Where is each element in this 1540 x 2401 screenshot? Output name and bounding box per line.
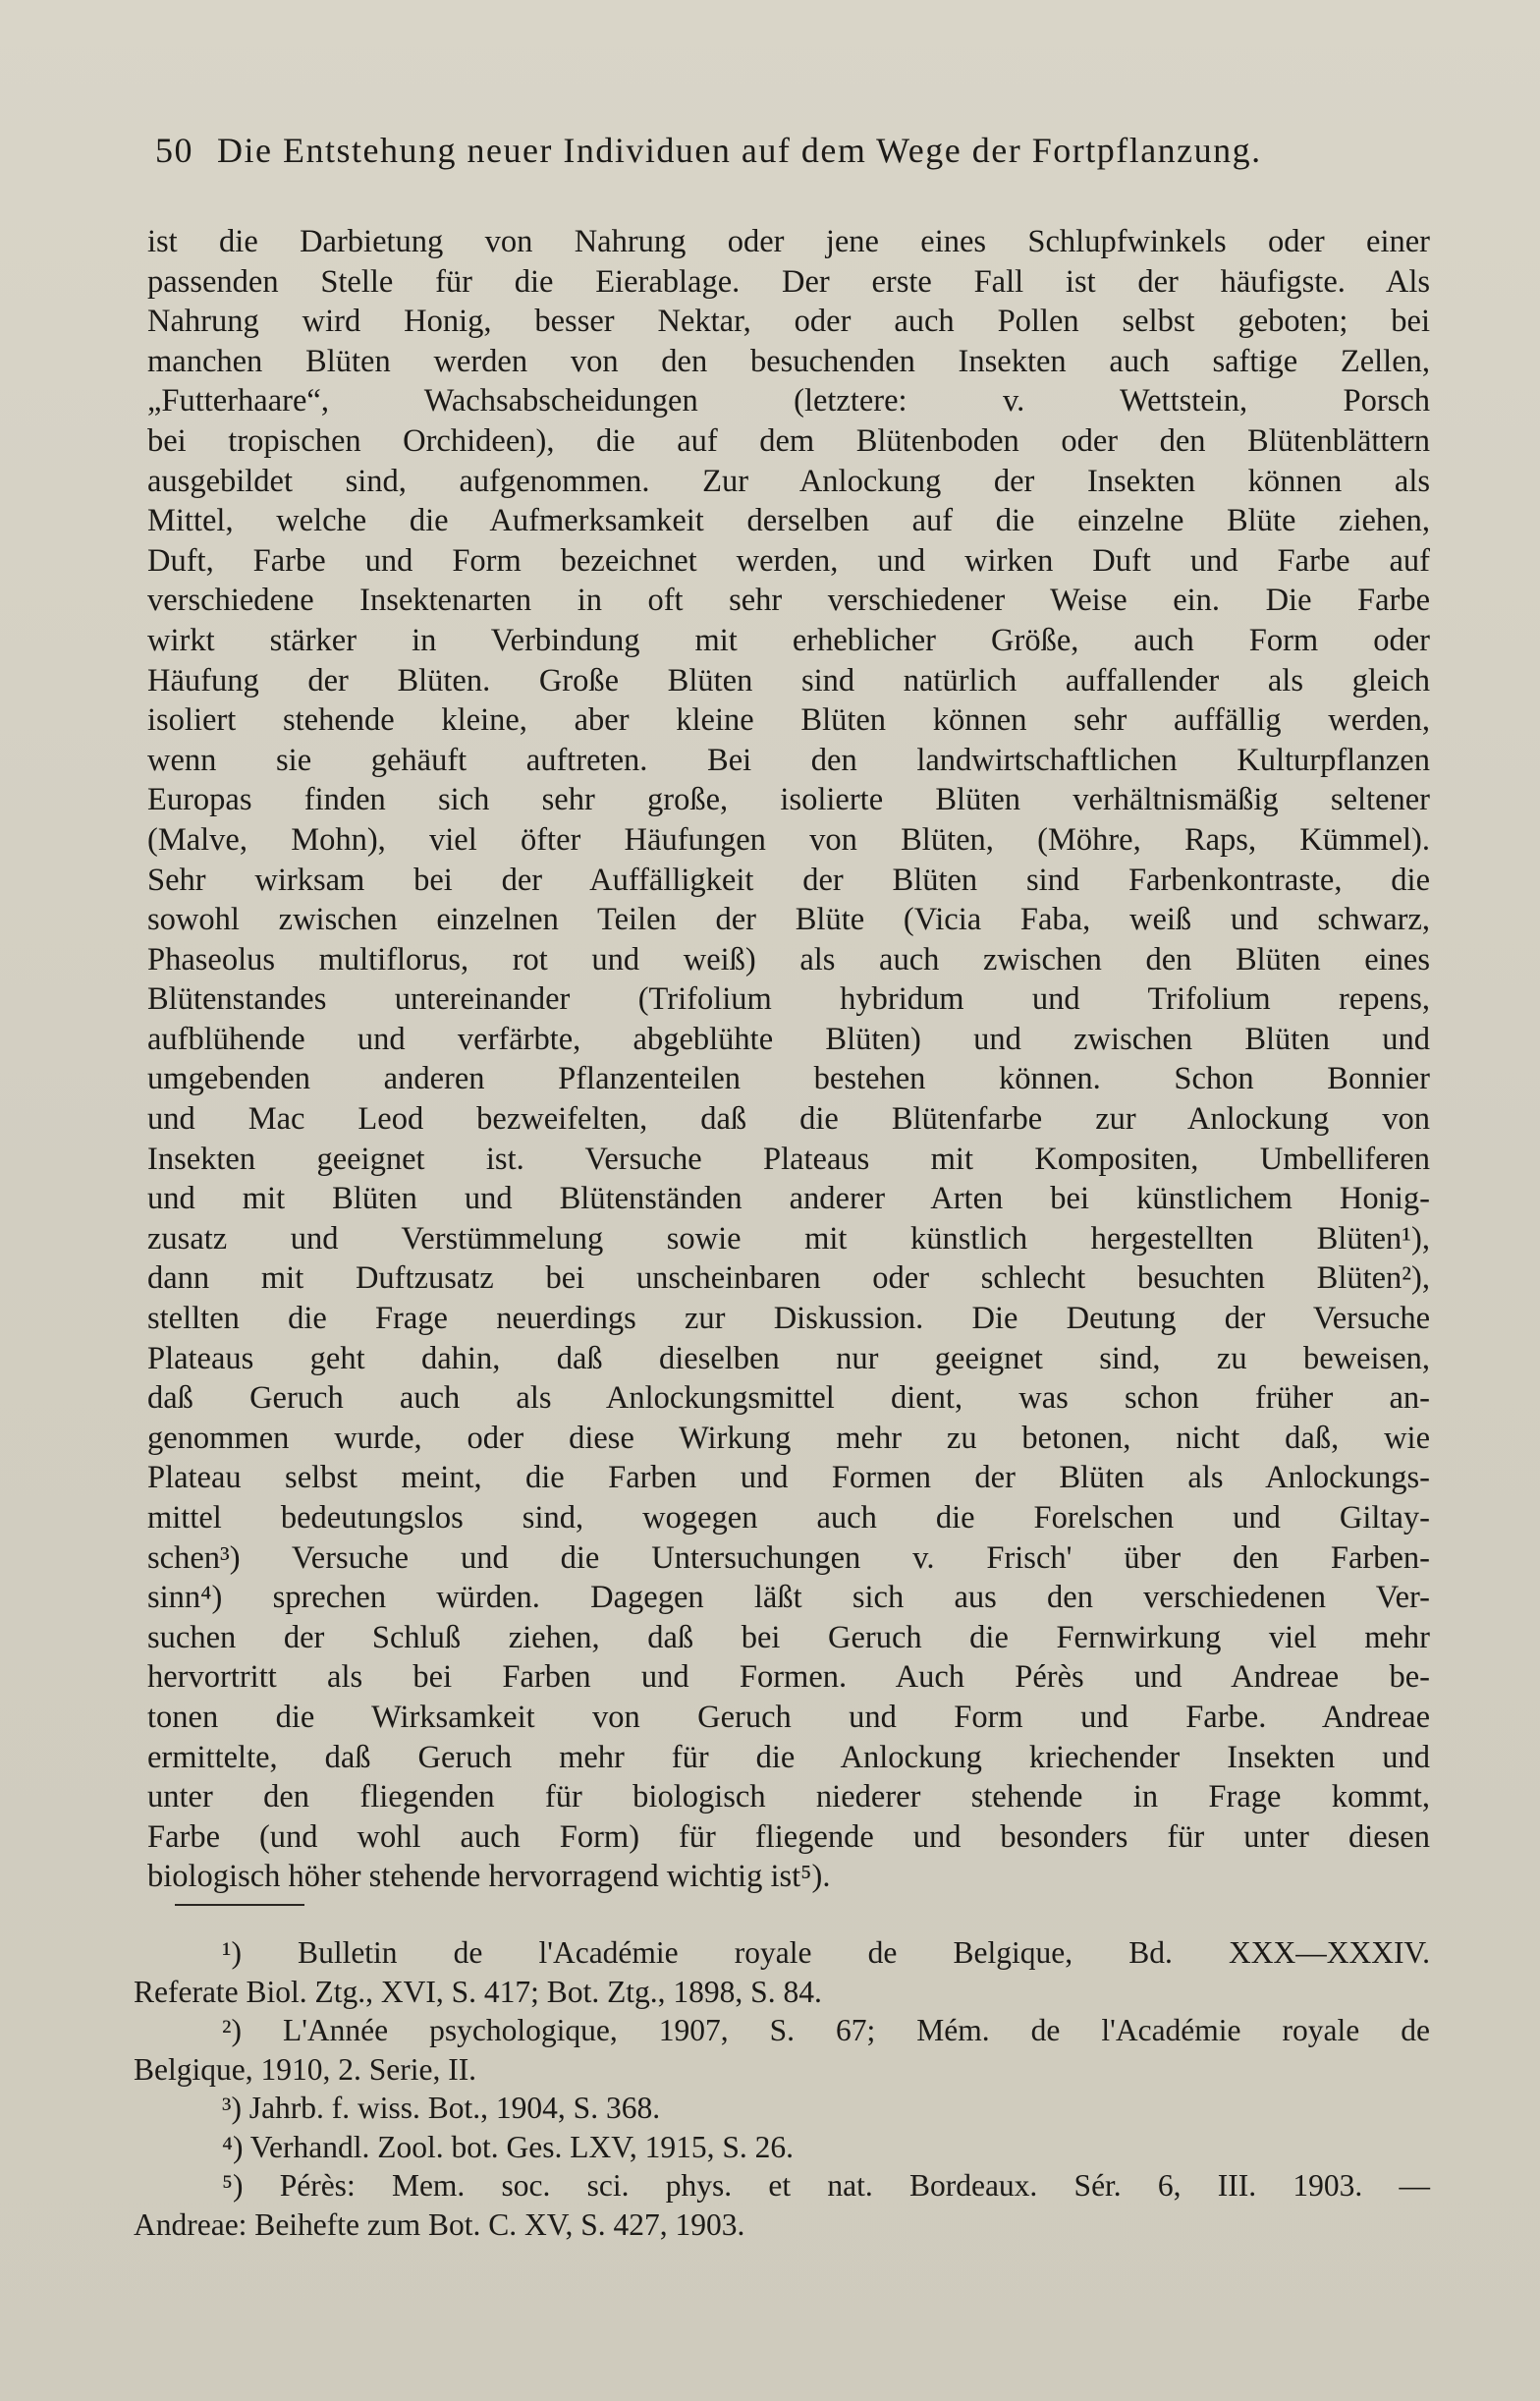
body-line: wirkt stärker in Verbindung mit erheblicher Größe, auch Form oder: [147, 622, 1430, 658]
footnote-line: ¹) Bulletin de l'Académie royale de Belgique, Bd. XXX—XXXIV.: [222, 1935, 1430, 1970]
body-line: bei tropischen Orchideen), die auf dem Blütenboden oder den Blütenblättern: [147, 422, 1430, 459]
body-line: biologisch höher stehende hervorragend wichtig ist⁵).: [147, 1859, 831, 1895]
body-line: (Malve, Mohn), viel öfter Häufungen von Blüten, (Möhre, Raps, Kümmel).: [147, 821, 1430, 858]
body-line: hervortritt als bei Farben und Formen. Auch Pérès und Andreae be-: [147, 1659, 1430, 1696]
body-line: Häufung der Blüten. Große Blüten sind natürlich auffallender als gleich: [147, 662, 1430, 698]
body-line: Blütenstandes untereinander (Trifolium hybridum und Trifolium repens,: [147, 981, 1430, 1018]
body-line: und Mac Leod bezweifelten, daß die Blütenfarbe zur Anlockung von: [147, 1101, 1430, 1138]
footnote-line: Belgique, 1910, 2. Serie, II.: [134, 2051, 477, 2087]
body-line: tonen die Wirksamkeit von Geruch und Form und Farbe. Andreae: [147, 1699, 1430, 1735]
body-line: genommen wurde, oder diese Wirkung mehr zu betonen, nicht daß, wie: [147, 1420, 1430, 1456]
body-text: [147, 222, 1430, 1897]
body-line: daß Geruch auch als Anlockungsmittel dient, was schon früher an-: [147, 1380, 1430, 1417]
body-line: Insekten geeignet ist. Versuche Plateaus mit Kompositen, Umbelliferen: [147, 1141, 1430, 1177]
footnotes: [134, 1933, 1430, 2244]
body-line: Sehr wirksam bei der Auffälligkeit der Blüten sind Farbenkontraste, die: [147, 862, 1430, 898]
body-line: unter den fliegenden für biologisch niederer stehende in Frage kommt,: [147, 1779, 1430, 1815]
body-line: suchen der Schluß ziehen, daß bei Geruch die Fernwirkung viel mehr: [147, 1619, 1430, 1655]
body-line: zusatz und Verstümmelung sowie mit künstlich hergestellten Blüten¹),: [147, 1220, 1430, 1256]
running-header: [155, 130, 1432, 171]
body-line: passenden Stelle für die Eierablage. Der erste Fall ist der häufigste. Als: [147, 263, 1430, 300]
body-line: ausgebildet sind, aufgenommen. Zur Anlockung der Insekten können als: [147, 463, 1430, 499]
body-line: Nahrung wird Honig, besser Nektar, oder auch Pollen selbst geboten; bei: [147, 304, 1430, 340]
body-line: Mittel, welche die Aufmerksamkeit derselben auf die einzelne Blüte ziehen,: [147, 503, 1430, 539]
body-line: „Futterhaare“, Wachsabscheidungen (letztere: v. Wettstein, Porsch: [147, 383, 1430, 419]
body-line: Plateau selbst meint, die Farben und Formen der Blüten als Anlockungs-: [147, 1460, 1430, 1496]
body-line: schen³) Versuche und die Untersuchungen v. Frisch' über den Farben-: [147, 1539, 1430, 1576]
footnote-line: Referate Biol. Ztg., XVI, S. 417; Bot. Ztg., 1898, S. 84.: [134, 1974, 822, 2009]
running-title: Die Entstehung neuer Individuen auf dem Wege der Fortpflanzung.: [217, 131, 1262, 170]
footnote-line: ³) Jahrb. f. wiss. Bot., 1904, S. 368.: [222, 2091, 661, 2125]
body-line: dann mit Duftzusatz bei unscheinbaren oder schlecht besuchten Blüten²),: [147, 1260, 1430, 1297]
footnote-line: ²) L'Année psychologique, 1907, S. 67; Mém. de l'Académie royale de: [222, 2013, 1430, 2047]
body-line: ist die Darbietung von Nahrung oder jene eines Schlupfwinkels oder einer: [147, 224, 1430, 259]
body-line: Europas finden sich sehr große, isolierte Blüten verhältnismäßig seltener: [147, 782, 1430, 818]
body-line: umgebenden anderen Pflanzenteilen bestehen können. Schon Bonnier: [147, 1061, 1430, 1097]
body-line: und mit Blüten und Blütenständen anderer Arten bei künstlichem Honig-: [147, 1181, 1430, 1217]
body-line: wenn sie gehäuft auftreten. Bei den landwirtschaftlichen Kulturpflanzen: [147, 742, 1430, 778]
footnote-line: Andreae: Beihefte zum Bot. C. XV, S. 427, 1903.: [134, 2206, 745, 2242]
body-line: sinn⁴) sprechen würden. Dagegen läßt sich aus den verschiedenen Ver-: [147, 1580, 1430, 1616]
footnote-line: ⁴) Verhandl. Zool. bot. Ges. LXV, 1915, S. 26.: [222, 2129, 795, 2164]
body-line: Duft, Farbe und Form bezeichnet werden, und wirken Duft und Farbe auf: [147, 542, 1430, 579]
body-line: Plateaus geht dahin, daß dieselben nur geeignet sind, zu beweisen,: [147, 1340, 1430, 1376]
body-line: mittel bedeutungslos sind, wogegen auch die Forelschen und Giltay-: [147, 1500, 1430, 1536]
body-line: Phaseolus multiflorus, rot und weiß) als auch zwischen den Blüten eines: [147, 941, 1430, 977]
body-line: Farbe (und wohl auch Form) für fliegende und besonders für unter diesen: [147, 1818, 1430, 1855]
body-line: manchen Blüten werden von den besuchenden Insekten auch saftige Zellen,: [147, 343, 1430, 379]
body-line: ermittelte, daß Geruch mehr für die Anlockung kriechender Insekten und: [147, 1739, 1430, 1775]
body-line: sowohl zwischen einzelnen Teilen der Blüte (Vicia Faba, weiß und schwarz,: [147, 902, 1430, 938]
body-line: verschiedene Insektenarten in oft sehr verschiedener Weise ein. Die Farbe: [147, 583, 1430, 619]
footnote-separator: [175, 1904, 304, 1906]
page-number: 50: [155, 131, 193, 170]
footnote-line: ⁵) Pérès: Mem. soc. sci. phys. et nat. Bordeaux. Sér. 6, III. 1903. —: [222, 2168, 1430, 2203]
body-line: stellten die Frage neuerdings zur Diskussion. Die Deutung der Versuche: [147, 1301, 1430, 1337]
body-line: isoliert stehende kleine, aber kleine Blüten können sehr auffällig werden,: [147, 702, 1430, 739]
body-line: aufblühende und verfärbte, abgeblühte Blüten) und zwischen Blüten und: [147, 1021, 1430, 1057]
